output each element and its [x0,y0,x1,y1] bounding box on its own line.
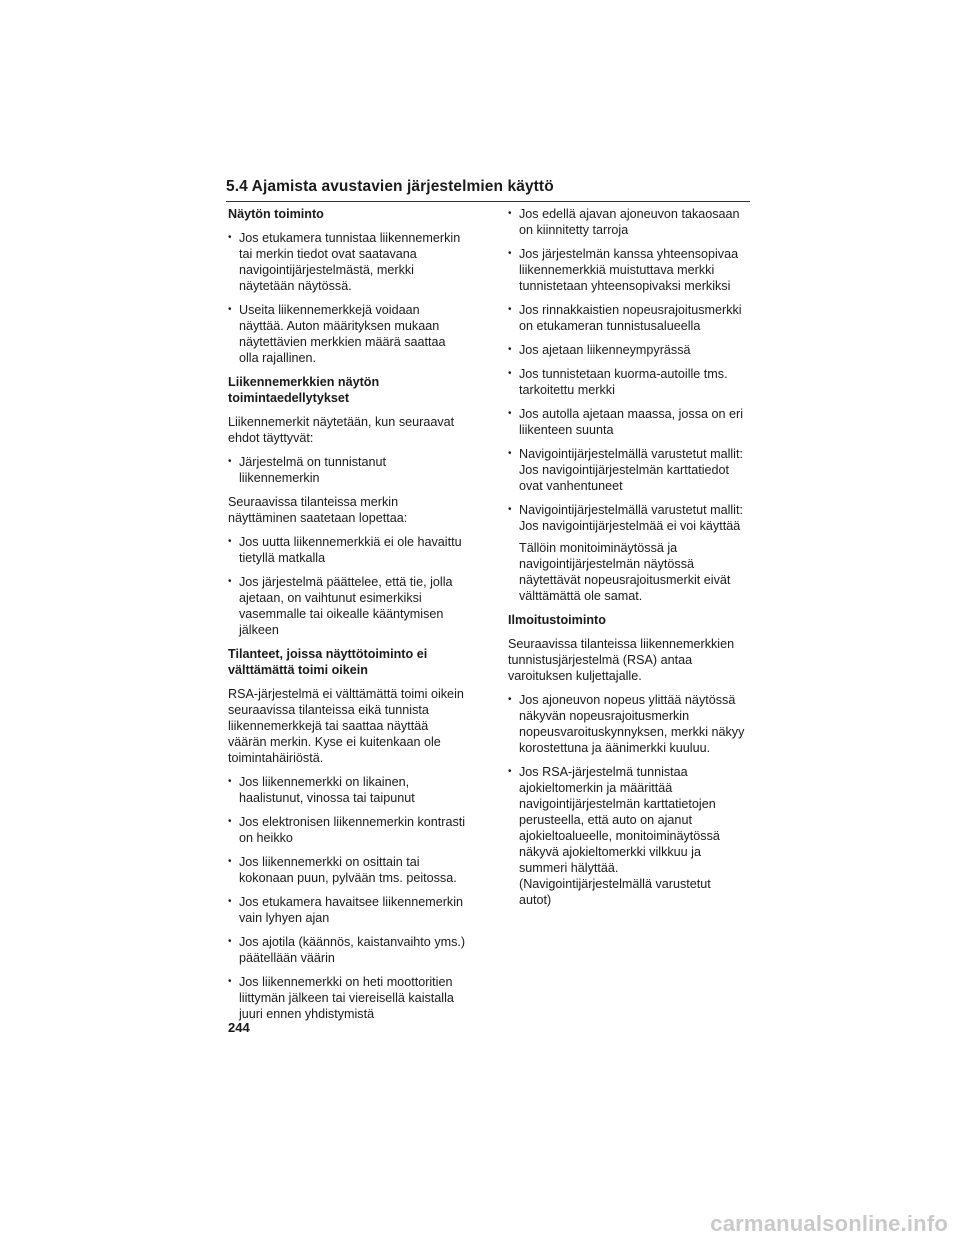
stop-display-list [228,534,466,638]
right-column [508,206,746,916]
left-column [228,206,466,1030]
list-item: • Jos tunnistetaan kuorma-autoille tms. tarkoitettu merkki [508,366,746,398]
list-item: • Jos elektronisen liikennemerkin kontrasti on heikko [228,814,466,846]
list-item: • Jos ajoneuvon nopeus ylittää näytössä näkyvän nopeusrajoitusmerkin nopeusvaroituskynnyksen, merkki näkyy korostettuna ja äänimerkki kuuluu. [508,692,746,756]
heading-malfunction-situations: Tilanteet, joissa näyttötoiminto ei välttämättä toimi oikein [228,647,428,677]
list-item: • Jos uutta liikennemerkkiä ei ole havaittu tietyllä matkalla [228,534,466,566]
list-item: • Jos RSA-järjestelmä tunnistaa ajokieltomerkin ja määrittää navigointijärjestelmän karttatietojen perusteella, että auto on ajanut ajokieltoalueelle, monitoiminäytössä näkyvä ajokieltomerkki vilkkuu ja summeri hälyttää. (Navigointijärjestelmällä varustetut autot) [508,764,746,908]
list-item: • Useita liikennemerkkejä voidaan näyttää. Auton määrityksen mukaan näytettävien merkkien määrä saattaa olla rajallinen. [228,302,466,366]
heading-display-conditions: Liikennemerkkien näytön toimintaedellytykset [228,375,380,405]
display-function-list [228,230,466,366]
list-item: • Jos etukamera havaitsee liikennemerkin vain lyhyen ajan [228,894,466,926]
situations-list-continued [508,206,746,534]
paragraph: Liikennemerkit näytetään, kun seuraavat ehdot täyttyvät: [228,415,455,445]
list-item: • Jos liikennemerkki on osittain tai kokonaan puun, pylvään tms. peitossa. [228,854,466,886]
section-header: 5.4 Ajamista avustavien järjestelmien käyttö [226,178,750,202]
heading-display-function: Näytön toiminto [228,207,324,221]
watermark: carmanualsonline.info [710,1211,948,1236]
list-item: • Jos ajotila (käännös, kaistanvaihto yms.) päätellään väärin [228,934,466,966]
list-item: • Navigointijärjestelmällä varustetut mallit: Jos navigointijärjestelmää ei voi käyttää [508,502,746,534]
paragraph: Seuraavissa tilanteissa merkin näyttäminen saatetaan lopettaa: [228,495,408,525]
list-item: • Jos järjestelmän kanssa yhteensopivaa liikennemerkkiä muistuttava merkki tunnistetaan yhteensopivaksi merkiksi [508,246,746,294]
conditions-list [228,454,466,486]
list-item: • Jos etukamera tunnistaa liikennemerkin tai merkin tiedot ovat saatavana navigointijärjestelmästä, merkki näytetään näytössä. [228,230,466,294]
heading-notification-function: Ilmoitustoiminto [508,613,606,627]
notification-list [508,692,746,908]
paragraph: RSA-järjestelmä ei välttämättä toimi oikein seuraavissa tilanteissa eikä tunnista liikennemerkkejä tai saattaa näyttää väärän merkin. Kyse ei kuitenkaan ole toimintahäiriöstä. [228,687,464,765]
list-item: • Jos ajetaan liikenneympyrässä [508,342,746,358]
list-item: • Jos autolla ajetaan maassa, jossa on eri liikenteen suunta [508,406,746,438]
situations-list [228,774,466,1022]
list-item: • Navigointijärjestelmällä varustetut mallit: Jos navigointijärjestelmän karttatiedot ovat vanhentuneet [508,446,746,494]
list-item: • Jos liikennemerkki on likainen, haalistunut, vinossa tai taipunut [228,774,466,806]
page-number: 244 [228,1020,250,1035]
list-item: • Jos järjestelmä päättelee, että tie, jolla ajetaan, on vaihtunut esimerkiksi vasemmalle tai oikealle kääntymisen jälkeen [228,574,466,638]
paragraph: Seuraavissa tilanteissa liikennemerkkien tunnistusjärjestelmä (RSA) antaa varoituksen kuljettajalle. [508,637,735,683]
list-item: • Jos edellä ajavan ajoneuvon takaosaan on kiinnitetty tarroja [508,206,746,238]
list-item: • Jos liikennemerkki on heti moottoritien liittymän jälkeen tai viereisellä kaistalla juuri ennen yhdistymistä [228,974,466,1022]
list-item: • Järjestelmä on tunnistanut liikennemerkin [228,454,466,486]
list-item: • Jos rinnakkaistien nopeusrajoitusmerkki on etukameran tunnistusalueella [508,302,746,334]
sub-note: Tällöin monitoiminäytössä ja navigointijärjestelmän näytössä näytettävät nopeusrajoitusmerkit eivät välttämättä ole samat. [519,541,731,603]
